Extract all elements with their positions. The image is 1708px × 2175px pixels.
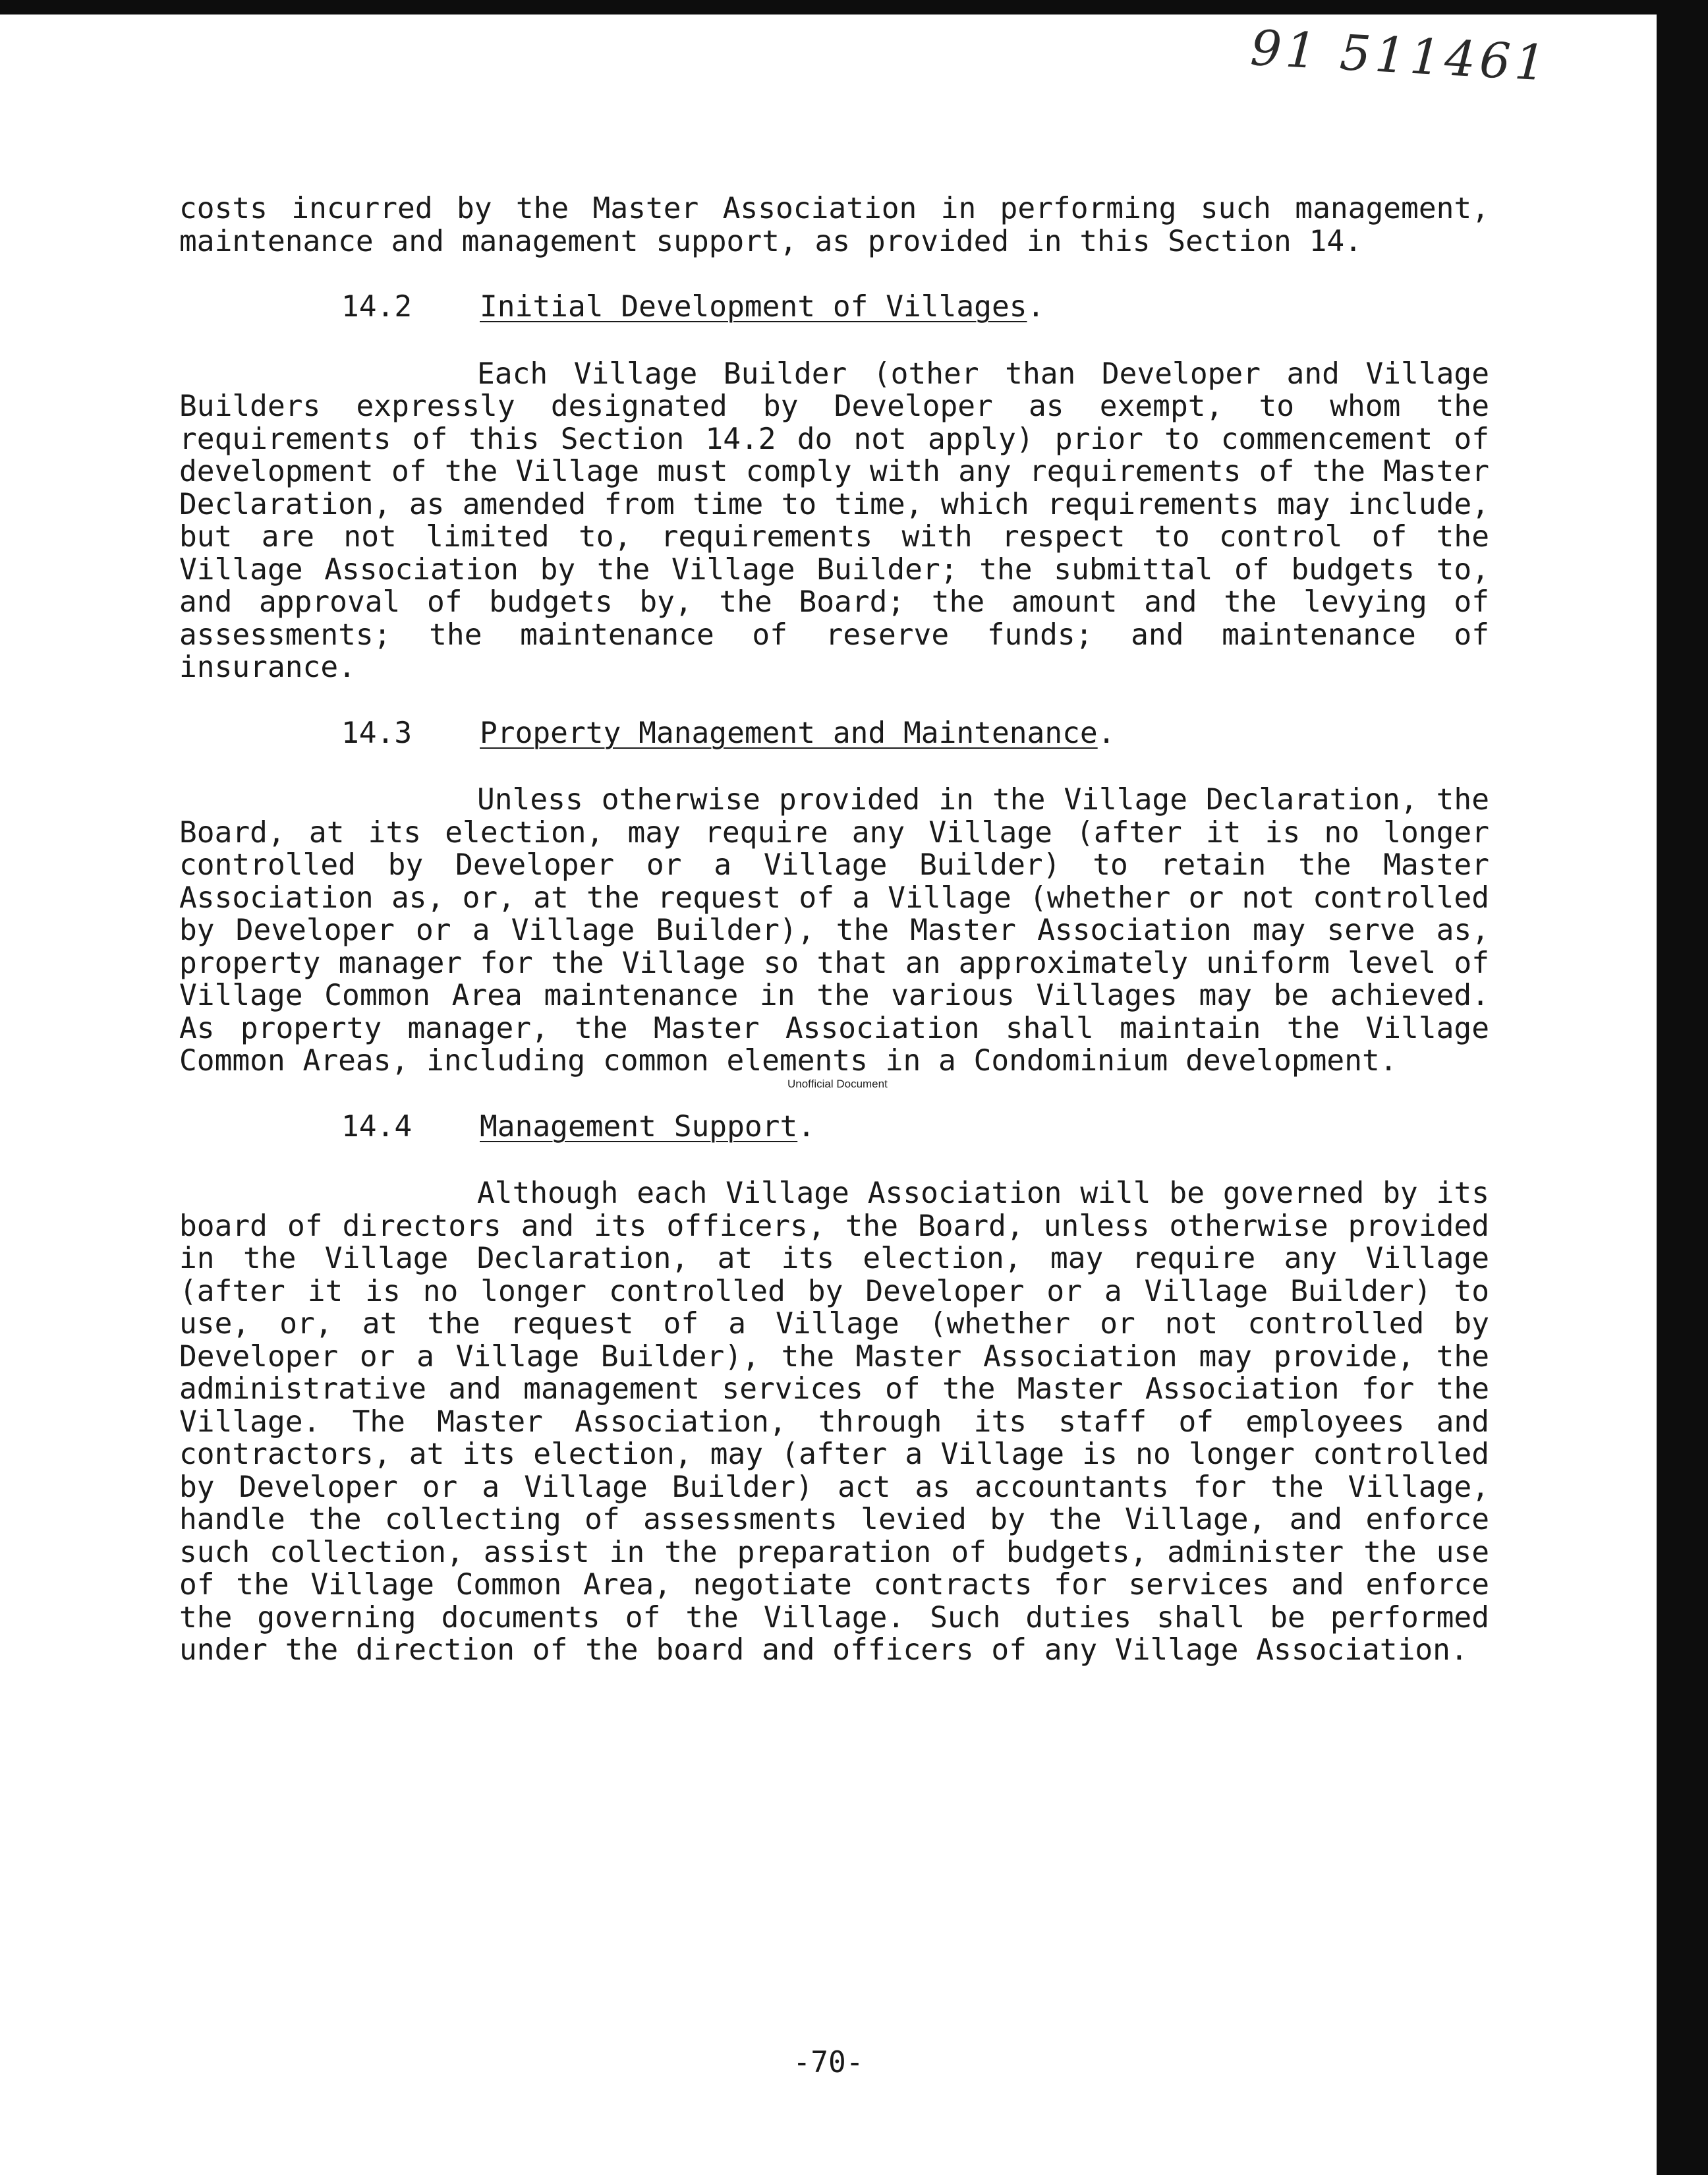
section-heading-14-4: 14.4 Management Support. <box>341 1109 816 1144</box>
section-title: Property Management and Maintenance <box>480 716 1098 750</box>
section-heading-14-3: 14.3 Property Management and Maintenance. <box>341 716 1116 750</box>
page-number: -70- <box>793 2046 864 2079</box>
section-number: 14.2 <box>341 290 413 324</box>
page-body <box>179 192 1489 1667</box>
scan-border-top <box>0 0 1708 14</box>
unofficial-document-watermark: Unofficial Document <box>787 1078 888 1090</box>
section-title: Initial Development of Villages <box>480 290 1027 324</box>
handwritten-document-number: 91 511461 <box>1249 20 1551 92</box>
section-title: Management Support <box>480 1109 798 1144</box>
scan-border-right <box>1657 0 1708 2175</box>
section-number: 14.3 <box>341 716 413 750</box>
section-body-14-4: Although each Village Association will be governed by its board of directors and its officers, the Board, unless otherwise provided in the Village Declaration, at its election, may require any Village (after it is no longer controlled by Developer or a Village Builder) to use, or, at the request of a Village (whether or not controlled by Developer or a Village Builder), the Master Association may provide, the administrative and management services of the Master Association for the Village. The Master Association, through its staff of employees and contractors, at its election, may (after a Village is no longer controlled by Developer or a Village Builder) act as accountants for the Village, handle the collecting of assessments levied by the Village, and enforce such collection, assist in the preparation of budgets, administer the use of the Village Common Area, negotiate contracts for services and enforce the governing documents of the Village. Such duties shall be performed under the direction of the board and officers of any Village Association. <box>179 1176 1489 1667</box>
continuation-paragraph: costs incurred by the Master Association in performing such management, maintenance and management support, as provided in this Section 14. <box>179 192 1489 258</box>
section-number: 14.4 <box>341 1109 413 1144</box>
section-body-14-2: Each Village Builder (other than Developer and Village Builders expressly designated by Developer as exempt, to whom the requirements of this Section 14.2 do not apply) prior to commencement of development of the Village must comply with any requirements of the Master Declaration, as amended from time to time, which requirements may include, but are not limited to, requirements with respect to control of the Village Association by the Village Builder; the submittal of budgets to, and approval of budgets by, the Board; the amount and the levying of assessments; the maintenance of reserve funds; and maintenance of insurance. <box>179 357 1489 684</box>
section-heading-14-2: 14.2 Initial Development of Villages. <box>341 290 1045 324</box>
section-body-14-3: Unless otherwise provided in the Village Declaration, the Board, at its election, may require any Village (after it is no longer controlled by Developer or a Village Builder) to retain the Master Association as, or, at the request of a Village (whether or not controlled by Developer or a Village Builder), the Master Association may serve as, property manager for the Village so that an approximately uniform level of Village Common Area maintenance in the various Villages may be achieved. As property manager, the Master Association shall maintain the Village Common Areas, including common elements in a Condominium development. <box>179 783 1489 1078</box>
